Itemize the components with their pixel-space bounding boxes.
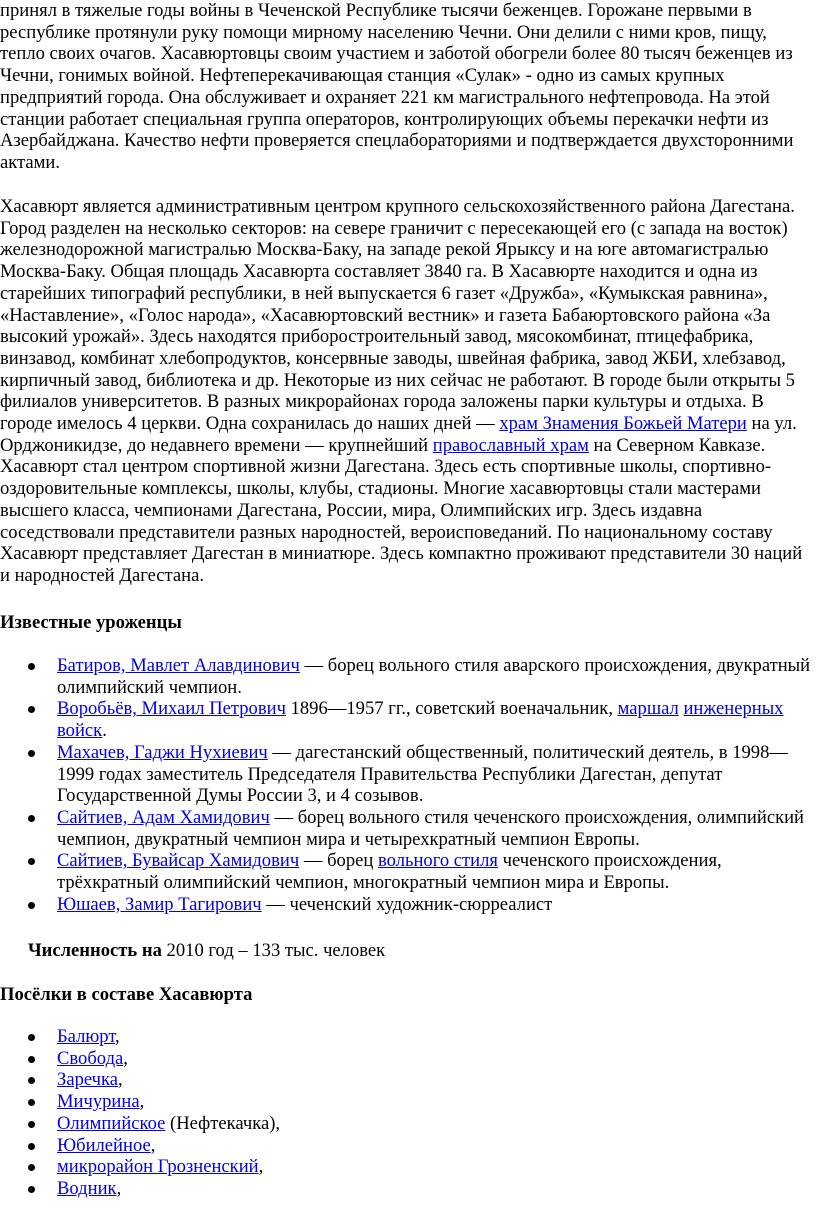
- bullet-icon: [28, 815, 35, 822]
- link-village[interactable]: Юбилейное: [57, 1134, 151, 1156]
- population-label: Численность на: [28, 940, 162, 961]
- item-text: — борец вольного стиля аварского происхождения, двукратный олимпийский чемпион.: [57, 655, 811, 698]
- link-village[interactable]: Свобода: [57, 1047, 124, 1069]
- link-village[interactable]: Олимпийское: [57, 1112, 166, 1134]
- list-item: [0, 850, 812, 893]
- bullet-icon: [28, 1077, 35, 1084]
- paragraph-text: на ул. Орджоникидзе, до недавнего времени — крупнейший: [0, 413, 797, 456]
- item-text: ,: [115, 1026, 120, 1047]
- bullet-icon: [28, 1034, 35, 1041]
- item-text: — дагестанский общественный, политический деятель, в 1998—1999 годах заместитель Председателя Правительства Республики Дагестан, депутат Государственной Думы России 3, и 4 созывов.: [57, 741, 788, 807]
- item-text: чеченского происхождения, трёхкратный олимпийский чемпион, многократный чемпион мира и Европы.: [57, 850, 722, 894]
- item-text: 1896—1957 гг., советский военачальник,: [285, 698, 618, 720]
- link-village[interactable]: Водник: [57, 1177, 117, 1199]
- item-text: ,: [150, 1134, 156, 1156]
- link-village[interactable]: Заречка: [57, 1069, 119, 1091]
- bullet-icon: [28, 1143, 35, 1150]
- link-batirov[interactable]: Батиров, Мавлет Алавдинович: [57, 655, 300, 676]
- list-item: [0, 1113, 812, 1135]
- link-orthodox-church[interactable]: православный храм: [432, 434, 589, 456]
- link-saitiev-adam[interactable]: Сайтиев, Адам Хамидович: [57, 806, 270, 828]
- item-text: .: [102, 720, 107, 742]
- paragraph-refugees: принял в тяжелые годы войны в Чеченской Республике тысячи беженцев. Горожане первыми в республике протянули руку помощи мирному населению Чечни. Они делили с ними кров, пищу, тепло своих очагов. Хасавюртовцы своим участием и заботой обогрели более 80 тысяч беженцев из Чечни, гонимых войной. Нефтеперекачивающая станция «Сулак» - одно из самых крупных предприятий города. Она обслуживает и охраняет 221 км магистрального нефтепровода. На этой станции работает специальная группа операторов, контролирующих объемы перекачки нефти из Азербайджана. Качество нефти проверяется спецлабораториями и подтверждается двухсторонними актами.: [0, 0, 794, 173]
- item-text: ,: [139, 1091, 145, 1113]
- bullet-icon: [28, 1121, 35, 1128]
- heading-villages: Посёлки в составе Хасавюрта: [0, 984, 253, 1005]
- paragraph-text: Хасавюрт является административным центром крупного сельскохозяйственного района Дагестана. Город разделен на несколько секторов: на севере граничит с пересекающей его (с запада на восток) железнодорожной магистралью Москва-Баку, на западе рекой Ярыксу и на юге автомагистралью Москва-Баку. Общая площадь Хасавюрта составляет 3840 га. В Хасавюрте находится и одна из старейших типографий республики, в ней выпускается 6 газет «Дружба», «Кумыкская равнина», «Наставление», «Голос народа», «Хасавюртовский вестник» и газета Бабаюртовского района «За высокий урожай». Здесь находятся приборостроительный завод, мясокомбинат, птицефабрика, винзавод, комбинат хлебопродуктов, консервные заводы, швейная фабрика, завод ЖБИ, хлебзавод, кирпичный завод, библиотека и др. Некоторые из них сейчас не работают. В городе были открыты 5 филиалов университетов. В разных микрорайонах города заложены парки культуры и отдыха. В городе имелось 4 церкви. Одна сохранилась до наших дней —: [0, 196, 795, 435]
- population-line: [28, 940, 385, 962]
- item-text: ,: [123, 1047, 128, 1069]
- list-item: [0, 742, 812, 807]
- villages-list: [0, 1026, 812, 1200]
- paragraph-city-overview: [0, 196, 812, 587]
- list-item: [0, 1091, 812, 1113]
- list-item: [0, 807, 812, 850]
- list-item: [0, 1026, 812, 1048]
- bullet-icon: [28, 706, 35, 713]
- list-item: [0, 1069, 812, 1091]
- link-vorobyov[interactable]: Воробьёв, Михаил Петрович: [57, 698, 286, 720]
- link-village[interactable]: Балюрт: [57, 1026, 116, 1047]
- paragraph-text: на Северном Кавказе. Хасавюрт стал центром спортивной жизни Дагестана. Здесь есть спортивные школы, спортивно- оздоровительные комплексы, школы, клубы, стадионы. Многие хасавюртовцы стали мастерами высшего класса, чемпионами Дагестана, России, мира, Олимпийских игр. Здесь издавна соседствовали представители разных народностей, вероисповеданий. По национальному составу Хасавюрт представляет Дагестан в миниатюре. Здесь компактно проживают представители 30 наций и народностей Дагестана.: [0, 434, 803, 586]
- bullet-icon: [28, 858, 35, 865]
- list-item: [0, 655, 812, 698]
- link-freestyle[interactable]: вольного стиля: [377, 850, 498, 872]
- population-value: 2010 год – 133 тыс. человек: [161, 940, 386, 961]
- item-text: ,: [258, 1156, 264, 1178]
- list-item: [0, 1178, 812, 1200]
- list-item: [0, 1048, 812, 1070]
- list-item: [0, 894, 812, 916]
- item-text: ,: [116, 1177, 122, 1199]
- bullet-icon: [28, 1056, 35, 1063]
- list-item: [0, 698, 812, 741]
- item-text: — борец: [299, 850, 378, 872]
- bullet-icon: [28, 750, 35, 757]
- link-marshal[interactable]: маршал: [617, 698, 679, 720]
- bullet-icon: [28, 663, 35, 670]
- bullet-icon: [28, 902, 35, 909]
- link-engineering-troops[interactable]: инженерных войск: [57, 698, 784, 742]
- bullet-icon: [28, 1099, 35, 1106]
- bullet-icon: [28, 1164, 35, 1171]
- item-text: ,: [118, 1069, 123, 1091]
- link-saitiev-buvaisar[interactable]: Сайтиев, Бувайсар Хамидович: [57, 850, 300, 872]
- link-makhachev[interactable]: Махачев, Гаджи Нухиевич: [57, 741, 268, 763]
- item-text: — борец вольного стиля чеченского происхождения, олимпийский чемпион, двукратный чемпион мира и четырехкратный чемпион Европы.: [57, 806, 805, 850]
- link-znamenie-church[interactable]: храм Знамения Божьей Матери: [499, 413, 747, 435]
- link-village[interactable]: Мичурина: [57, 1091, 140, 1113]
- list-item: [0, 1156, 812, 1178]
- heading-famous-natives: Известные уроженцы: [0, 612, 182, 633]
- item-text: — чеченский художник-сюрреалист: [261, 893, 553, 915]
- link-yushaev[interactable]: Юшаев, Замир Тагирович: [57, 893, 262, 915]
- link-village[interactable]: микрорайон Грозненский: [57, 1156, 259, 1178]
- list-item: [0, 1135, 812, 1157]
- item-text: (Нефтекачка),: [165, 1112, 281, 1134]
- natives-list: [0, 655, 812, 915]
- bullet-icon: [28, 1186, 35, 1193]
